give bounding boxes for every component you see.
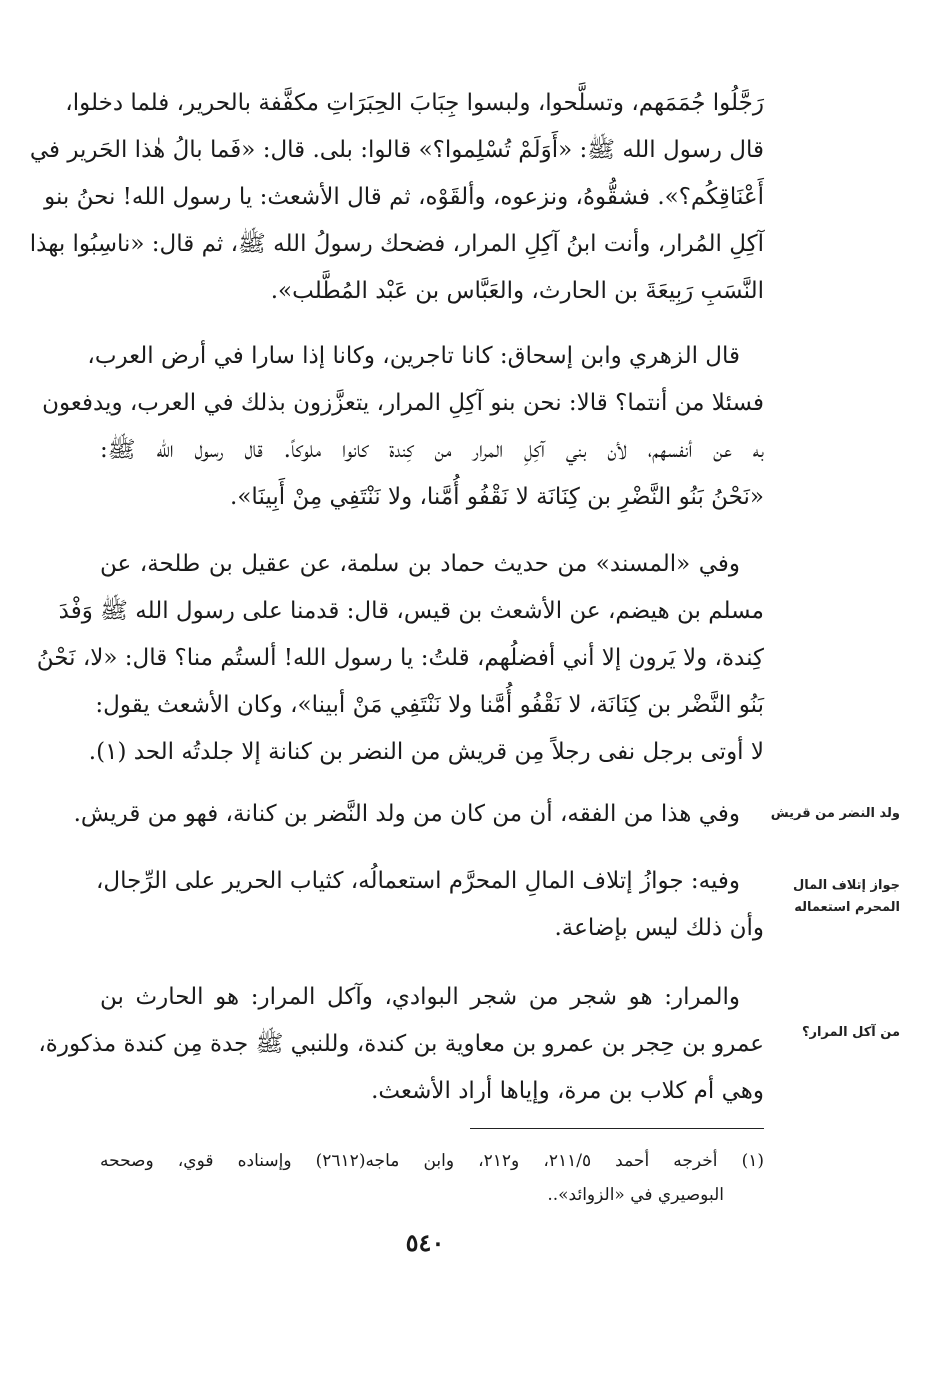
text-line: عمرو بن حِجر بن عمرو بن معاوية بن كندة، وللنبي ﷺ جدة مِن كندة مذكورة، xyxy=(38,1031,764,1057)
paragraph-6 xyxy=(38,974,764,1115)
paragraph-3 xyxy=(36,541,764,776)
text-line: مسلم بن هيضم، عن الأشعث بن قيس، قال: قدمنا على رسول الله ﷺ وَفْدَ xyxy=(58,598,764,624)
text-line: قال الزهري وابن إسحاق: كانا تاجرين، وكانا إذا سارا في أرض العرب، xyxy=(87,343,740,369)
text-line: وأن ذلك ليس بإضاعة. xyxy=(554,915,764,941)
page-number: ٥٤٠ xyxy=(405,1228,445,1257)
margin-note-akil-al-murar: من آكل المرار؟ xyxy=(801,1025,900,1040)
paragraph-2 xyxy=(42,333,764,521)
text-line: كِندة، ولا يَرون إلا أني أفضلُهم، قلتُ: يا رسول الله! ألستُم منا؟ قال: «لا، نَحْنُ xyxy=(36,645,764,671)
text-line: لا أوتى برجل نفى رجلاً مِن قريش من النضر بن كنانة إلا جلدتُه الحد (١). xyxy=(88,739,764,765)
text-line: وهي أم كلاب بن مرة، وإياها أراد الأشعث. xyxy=(371,1078,764,1104)
text-line: والمرار: هو شجر من شجر البوادي، وآكل المرار: هو الحارث بن xyxy=(100,984,740,1010)
text-line: فسئلا من أنتما؟ قالا: نحن بنو آكِلِ المرار، يتعزَّزون بذلك في العرب، ويدفعون xyxy=(42,390,764,416)
text-line: آكِلِ المُرار، وأنت ابنُ آكِلِ المرار، فضحك رسولُ الله ﷺ، ثم قال: «ناسِبُوا بهذا xyxy=(29,231,764,257)
footnote xyxy=(100,1144,764,1212)
paragraph-4 xyxy=(73,791,764,838)
text-line: وفيه: جوازُ إتلاف المالِ المحرَّم استعمالُه، كثياب الحرير على الرِّجال، xyxy=(96,868,740,894)
text-line: وفي «المسند» من حديث حماد بن سلمة، عن عقيل بن طلحة، عن xyxy=(100,551,740,577)
text-line: «نَحْنُ بَنُو النَّضْرِ بن كِنَانَة لا نَقْفُو أُمَّنا، ولا نَنْتَفِي مِنْ أَبِينَا». xyxy=(230,484,764,510)
text-line: أَعْنَاقِكُم؟». فشقُّوهُ، ونزعوه، وألقَوْه، ثم قال الأشعث: يا رسول الله! نحنُ بنو xyxy=(44,184,764,210)
text-line: بَنُو النَّضْر بن كِنَانَة، لا نَقْفُو أُمَّنا ولا نَنْتَفِي مَنْ أبينا»، وكان الأشعث يقول: xyxy=(95,692,764,718)
text-line: النَّسَبِ رَبِيعَةَ بن الحارث، والعَبَّاس بن عَبْد المُطَّلب». xyxy=(270,278,764,304)
margin-note-silk: جواز إتلاف المال المحرم استعماله xyxy=(792,878,900,915)
footnote-separator xyxy=(470,1128,764,1129)
footnote-line: (١) أخرجه أحمد ٢١١/٥، و٢١٢، وابن ماجه(٢٦١٢) وإسناده قوي، وصححه xyxy=(100,1151,764,1171)
margin-note-quraysh: ولد النضر من قريش xyxy=(770,806,900,821)
footnote-line: البوصيري في «الزوائد».. xyxy=(547,1185,724,1205)
paragraph-1 xyxy=(29,80,764,315)
text-line: قال رسول الله ﷺ: «أَوَلَمْ تُسْلِموا؟» قالوا: بلى. قال: «فَما بالُ هٰذا الحَرير في xyxy=(29,137,764,163)
text-line: رَجَّلُوا جُمَمَهم، وتسلَّحوا، ولبسوا جِبَابَ الحِبَرَاتِ مكفَّفة بالحرير، فلما دخلوا، xyxy=(65,90,764,116)
text-line: به عن أنفسهم، لأن بني آكِلِ المرار من كِندة كانوا ملوكاً. قال رسول الله ﷺ: xyxy=(100,437,764,463)
paragraph-5 xyxy=(96,858,764,952)
text-line: وفي هذا من الفقه، أن من كان من ولد النَّضر بن كنانة، فهو من قريش. xyxy=(73,801,740,827)
